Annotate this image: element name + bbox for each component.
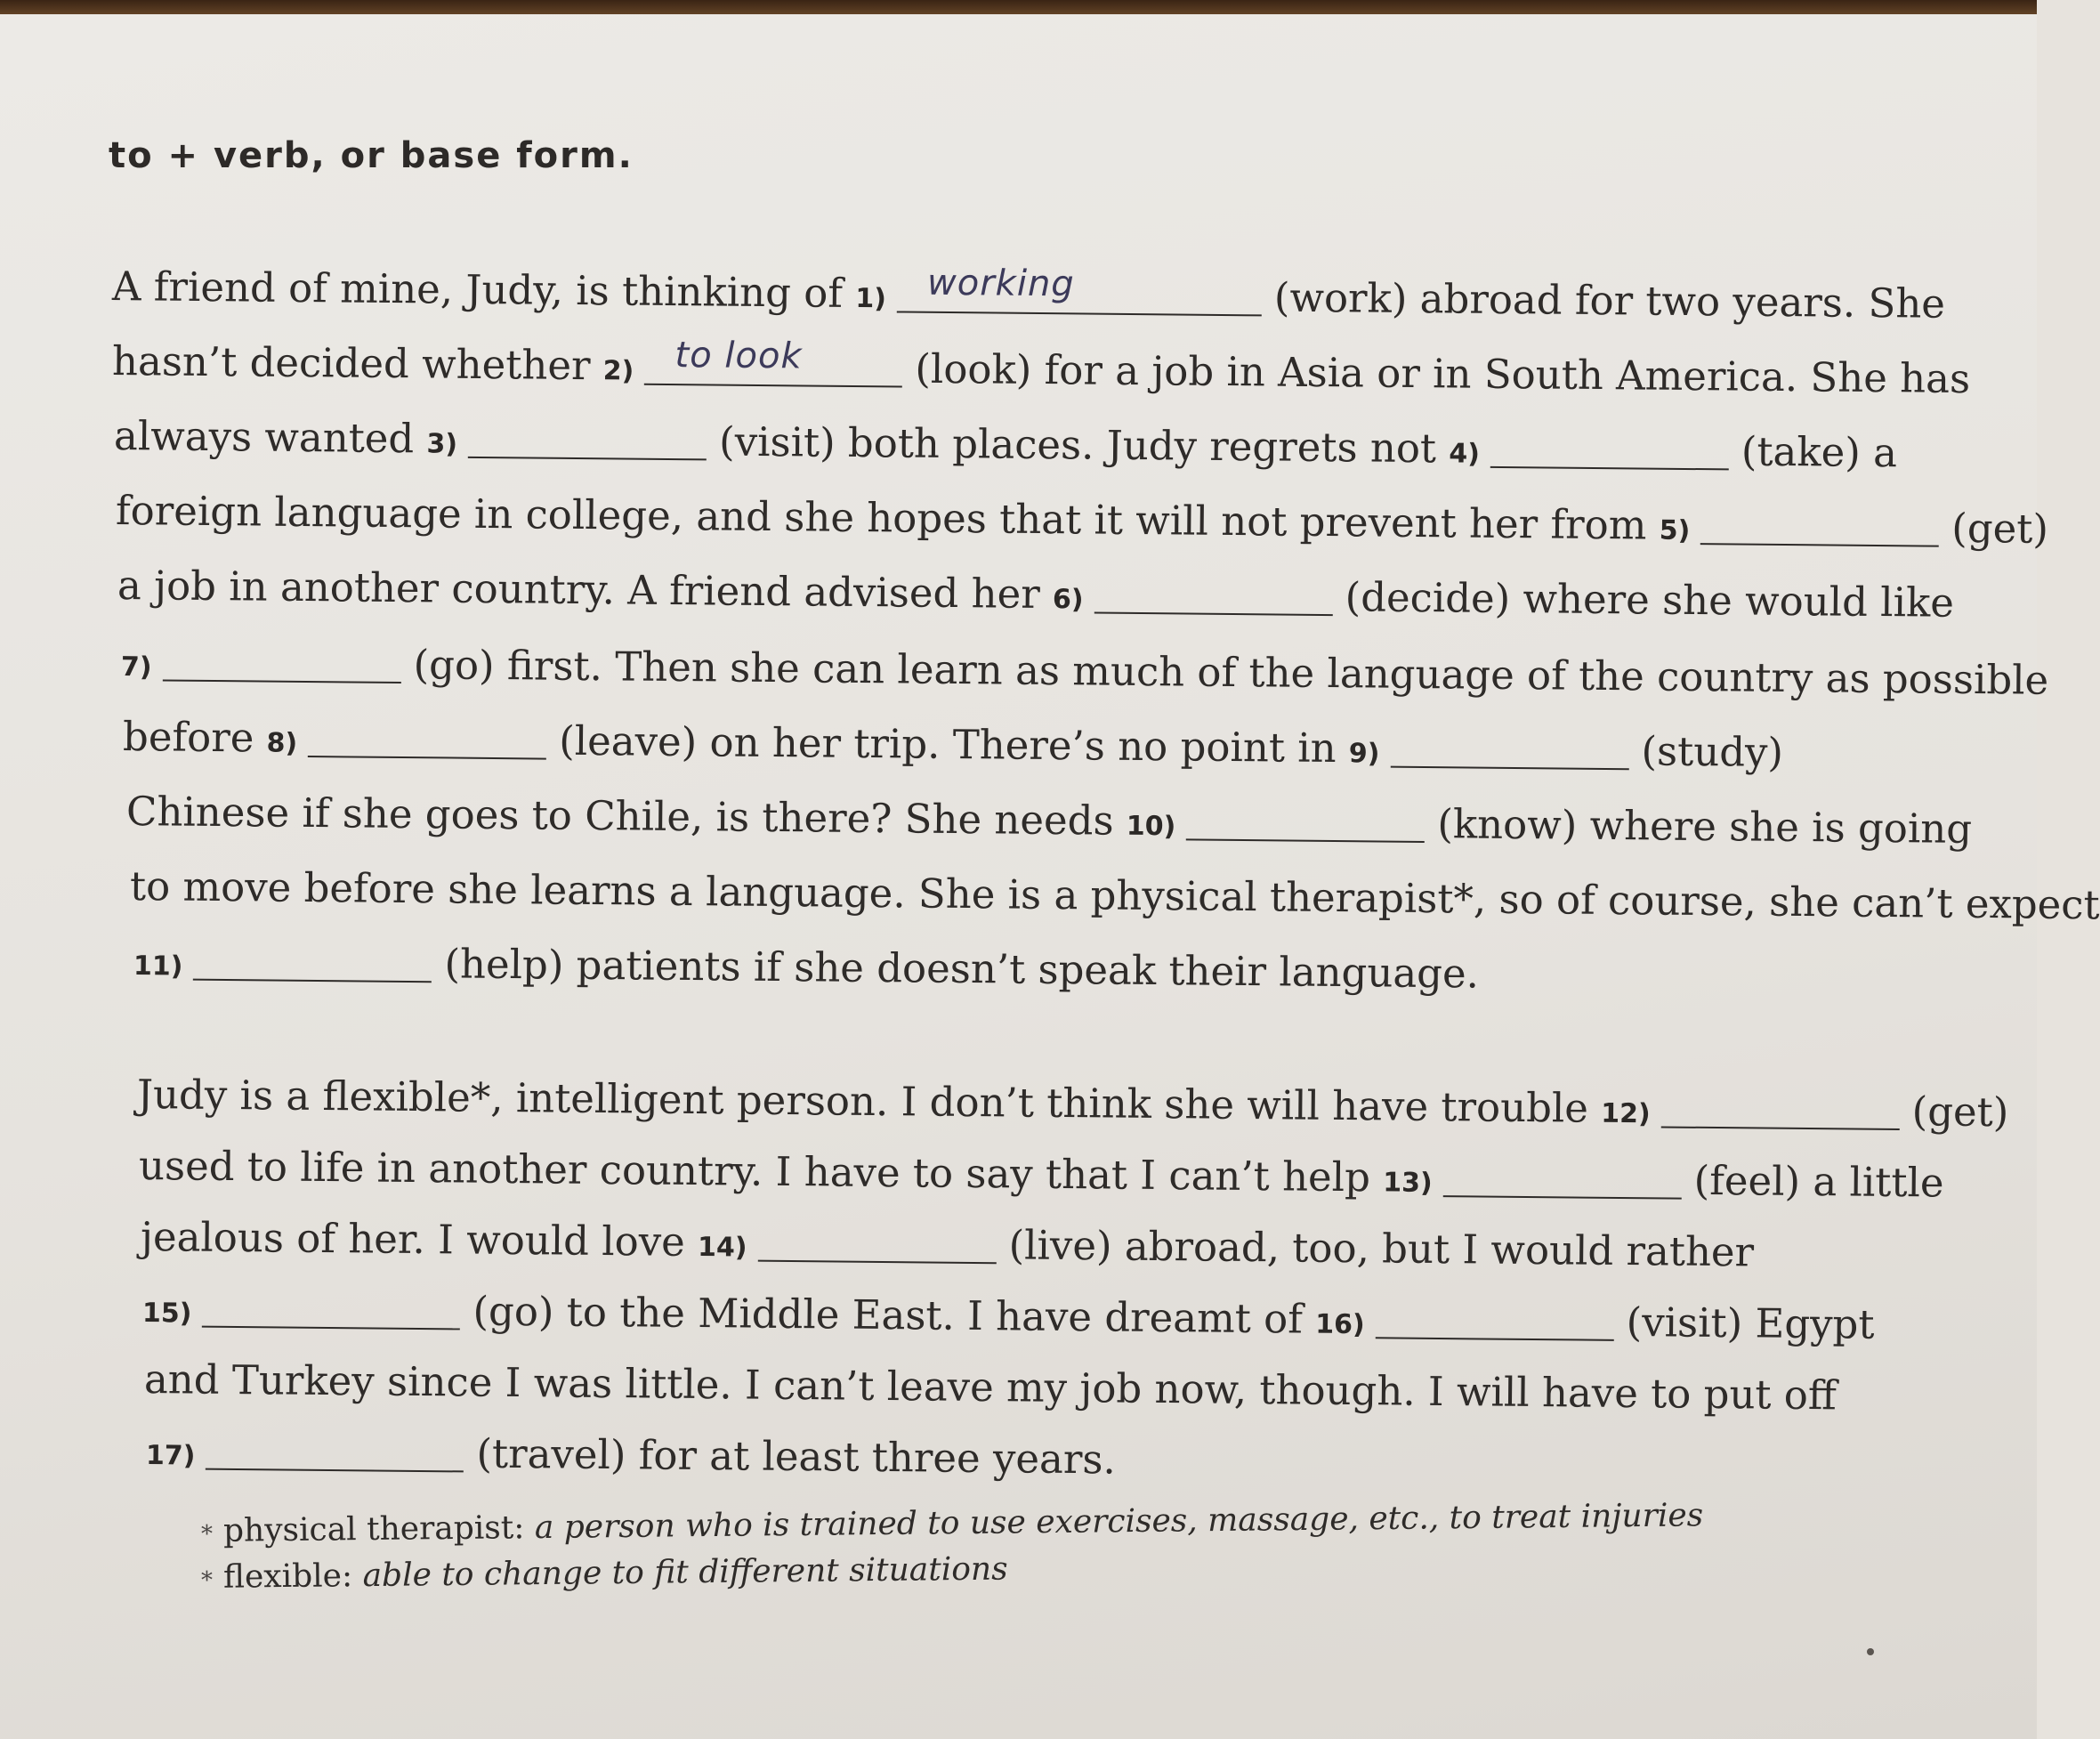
blank-number: 3) [426,428,458,460]
text-line: 11) (help) patients if she doesn’t speak their language. [133,940,1480,998]
answer-blank[interactable] [757,1221,996,1265]
text-line: jealous of her. I would love 14) (live) abroad, too, but I would rather [140,1213,1755,1276]
blank-number: 17) [145,1440,196,1472]
text-line: to move before she learns a language. She is a physical therapist*, so of course, she can’t expect [129,862,2100,929]
text-line: Chinese if she goes to Chile, is there? She needs 10) (know) where she is going [125,788,1973,853]
text-line: 7) (go) first. Then she can learn as much of the language of the country as possible [120,641,2049,704]
answer-blank[interactable] [1660,1087,1899,1130]
blank-number: 6) [1052,584,1084,616]
text-line: foreign language in college, and she hopes that it will not prevent her from 5) (get) [115,487,2049,553]
blank-number: 10) [1126,810,1176,843]
answer-blank[interactable] [193,940,432,983]
blank-number: 16) [1315,1308,1365,1341]
answer-blank[interactable] [644,335,902,388]
text-line: 15) (go) to the Middle East. I have dreamt of 16) (visit) Egypt [141,1287,1875,1348]
text-line: Judy is a flexible*, intelligent person. I don’t think she will have trouble 12) (get) [136,1071,2009,1136]
answer-blank[interactable] [202,1287,460,1331]
answer-blank[interactable] [1186,799,1425,843]
answer-blank[interactable] [206,1429,464,1473]
text-line: hasn’t decided whether 2) to look (look) for a job in Asia or in South America. She has [112,335,1971,411]
answer-blank[interactable] [1094,573,1332,617]
text-line: before 8) (leave) on her trip. There’s no point in 9) (study) [122,713,1784,776]
answer-blank[interactable] [1700,504,1939,547]
text-line: A friend of mine, Judy, is thinking of 1) working (work) abroad for two years. She [112,260,1946,336]
text-line: used to life in another country. I have to say that I can’t help 13) (feel) a little [138,1142,1944,1207]
blank-number: 11) [133,950,183,983]
answer-blank[interactable] [468,417,707,461]
blank-number: 1) [855,283,887,315]
paper-speck [1867,1648,1874,1655]
blank-number: 4) [1449,438,1481,470]
answer-blank[interactable] [1442,1156,1681,1200]
blank-number: 12) [1601,1097,1651,1130]
blank-number: 7) [120,651,152,683]
blank-number: 8) [266,727,298,759]
answer-blank[interactable] [308,716,546,760]
text-line: 17) (travel) for at least three years. [145,1429,1117,1484]
handwritten-answer: to look [674,335,803,377]
blank-number: 14) [697,1232,747,1264]
answer-blank[interactable] [1376,1298,1614,1341]
blank-number: 2) [602,355,634,387]
footnote: * flexible: able to change to fit different situations [200,1550,1008,1596]
text-line: a job in another country. A friend advised her 6) (decide) where she would like [117,562,1955,627]
answer-blank[interactable] [162,640,400,683]
blank-number: 13) [1382,1167,1433,1199]
instruction-heading: to + verb, or base form. [109,135,634,176]
text-line: always wanted 3) (visit) both places. Judy regrets not 4) (take) a [113,412,1898,477]
blank-number: 9) [1348,738,1380,770]
blank-number: 15) [141,1298,192,1330]
handwritten-answer: working [926,262,1075,305]
answer-blank[interactable] [897,262,1262,316]
footnote: * physical therapist: a person who is trained to use exercises, massage, etc., to treat injuries [200,1497,1704,1549]
text-line: and Turkey since I was little. I can’t leave my job now, though. I will have to put off [143,1355,1838,1420]
blank-number: 5) [1659,514,1691,546]
answer-blank[interactable] [1490,427,1729,471]
answer-blank[interactable] [1390,727,1628,771]
